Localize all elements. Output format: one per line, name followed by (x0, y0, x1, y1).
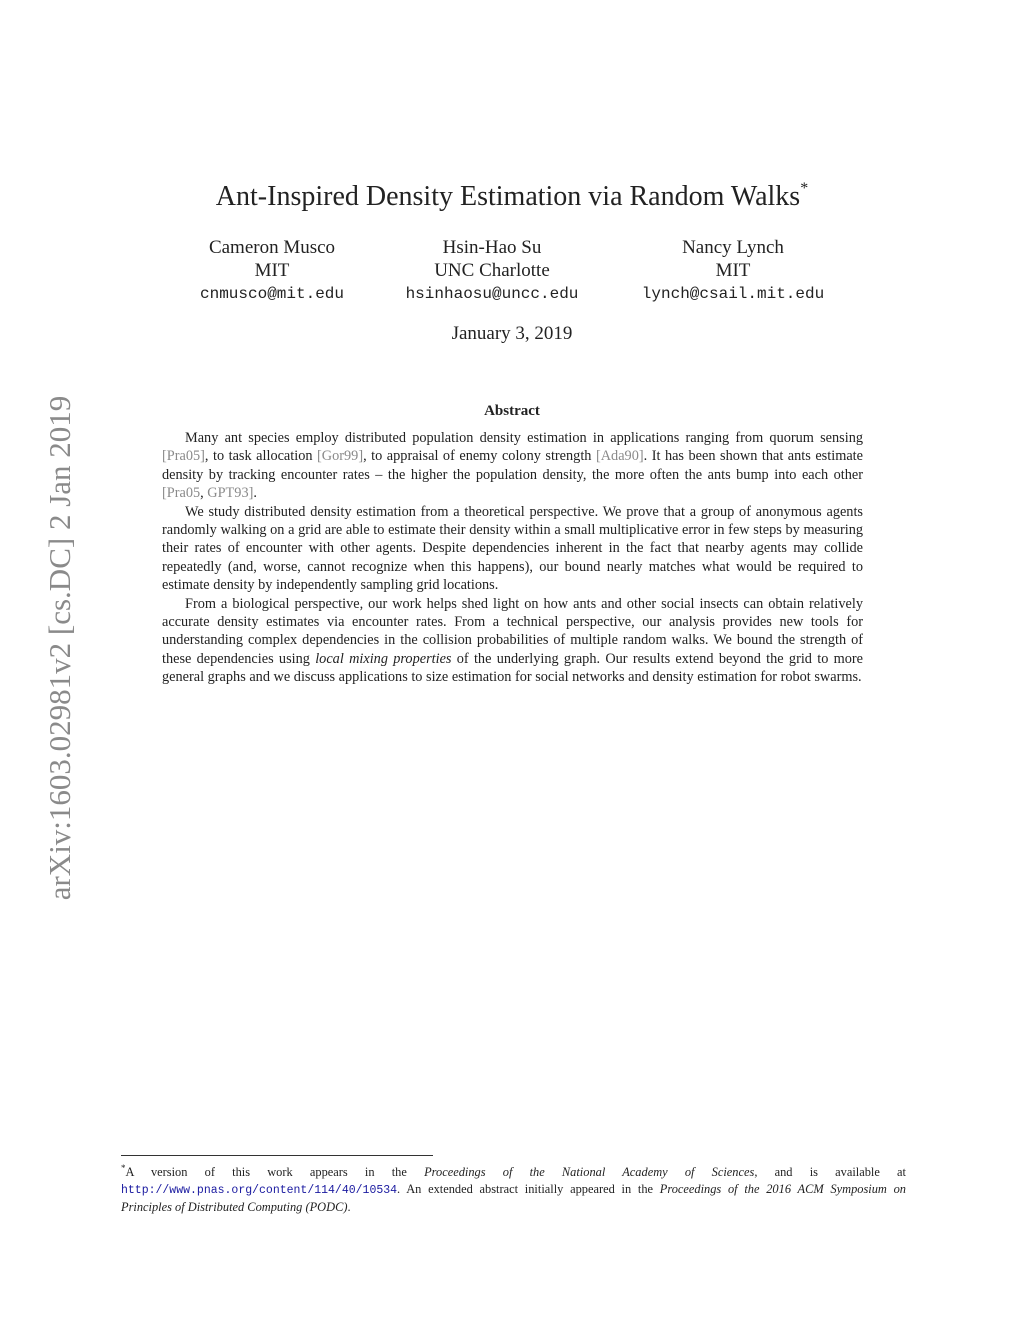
citation-link[interactable]: [Pra05 (162, 485, 201, 502)
author-name: Nancy Lynch (682, 237, 784, 258)
abstract-text: of the underlying graph. Our results extend beyond the grid to more general graphs and we discuss applications to size estimation for social networks and density estimation for robot swarms. (162, 650, 863, 686)
citation-link[interactable]: [Ada90] (595, 448, 644, 465)
abstract-heading: Abstract (484, 403, 540, 419)
abstract-emphasis: local mixing properties (315, 650, 452, 667)
author-email[interactable]: lynch@csail.mit.edu (641, 285, 825, 303)
abstract-text: Many ant species employ distributed population density estimation in applications ranging from quorum sensing (185, 430, 863, 446)
footnote-mark: * (121, 1163, 126, 1173)
footnote (121, 1160, 906, 1216)
author-name: Cameron Musco (208, 237, 336, 258)
author-affiliation: MIT (254, 260, 290, 281)
footnote-divider (121, 1155, 433, 1156)
title-footnote-mark[interactable]: * (800, 180, 809, 197)
author-affiliation: UNC Charlotte (434, 260, 550, 281)
paper-title (0, 180, 1024, 213)
arxiv-identifier-stamp: arXiv:1603.02981v2 [cs.DC] 2 Jan 2019 (42, 395, 77, 901)
author-email[interactable]: hsinhaosu@uncc.edu (405, 285, 579, 303)
citation-link[interactable]: [Pra05] (162, 448, 205, 465)
footnote-emphasis: Proceedings of the 2016 ACM Symposium on Principles of Distributed Computing (PODC) (121, 1182, 906, 1215)
abstract-body (162, 429, 863, 687)
author-block (608, 236, 858, 307)
footnote-emphasis: Proceedings of the National Academy of Sciences (424, 1165, 755, 1180)
author-email[interactable]: cnmusco@mit.edu (199, 285, 345, 303)
abstract-paragraph (162, 429, 863, 503)
abstract-text: , to appraisal of enemy colony strength (363, 448, 596, 465)
footnote-text: A version of this work appears in the (125, 1165, 425, 1180)
abstract-text: , (200, 485, 208, 502)
citation-link[interactable]: [Gor99] (317, 448, 364, 465)
pnas-url-link[interactable]: http://www.pnas.org/content/114/40/10534 (121, 1184, 398, 1198)
abstract-text: . It has been shown that ants estimate density by tracking encounter rates – the higher the population density, the more often the ants bump into each other (162, 448, 863, 483)
author-name: Hsin-Hao Su (442, 237, 542, 258)
abstract-text: From a biological perspective, our work helps shed light on how ants and other social insects can obtain relatively accurate density estimates via encounter rates. From a technical perspective, our analysis provides new tools for understanding complex dependencies in the collision probabilities of multiple random walks. We bound the strength of these dependencies using (162, 595, 863, 667)
citation-link[interactable]: GPT93] (207, 485, 254, 502)
abstract-paragraph (162, 595, 863, 687)
abstract-paragraph: We study distributed density estimation from a theoretical perspective. We prove that a group of anonymous agents randomly walking on a grid are able to estimate their density within a small multiplicative error in few steps by measuring their rates of encounter with other agents. Despite dependencies inherent in the fact that nearby agents may collide repeatedly (and, worse, cannot recognize when this happens), our bound nearly matches what would be required to estimate density by independently sampling grid locations. (162, 503, 863, 594)
footnote-text: . An extended abstract initially appeared in the (397, 1182, 660, 1197)
author-block (367, 236, 617, 307)
abstract-text: , to task allocation (204, 448, 318, 465)
author-affiliation: MIT (715, 260, 751, 281)
paper-title-text: Ant-Inspired Density Estimation via Random Walks (215, 181, 801, 212)
footnote-text: , and is available at (754, 1165, 907, 1180)
author-block (147, 236, 397, 307)
footnote-text: . (347, 1200, 351, 1215)
publication-date: January 3, 2019 (451, 323, 573, 344)
abstract-text: . (253, 485, 257, 502)
